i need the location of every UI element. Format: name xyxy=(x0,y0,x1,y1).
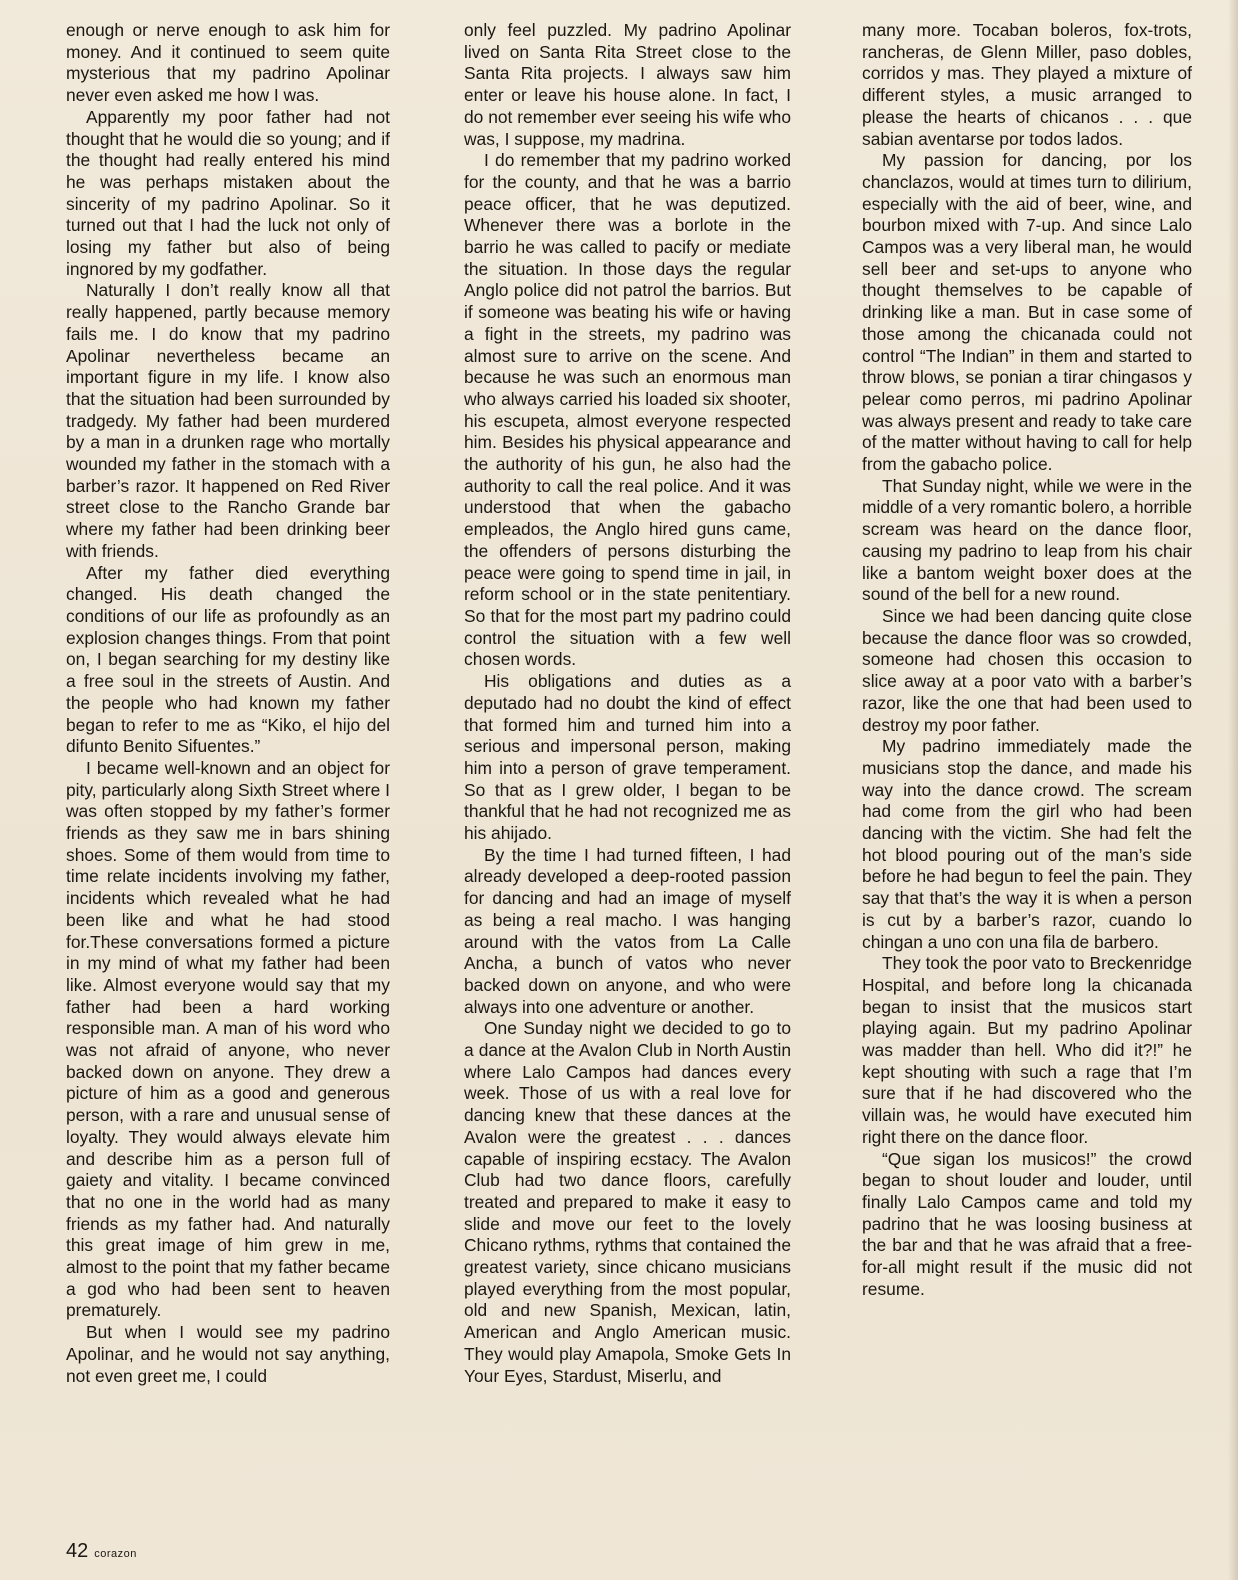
paragraph: Since we had been dancing quite close because the dance floor was so crowded, someone had chosen this occasion to slice away at a poor vato with a barber’s razor, like the one that had been used to destroy my poor father. xyxy=(862,605,1192,735)
paragraph: “Que sigan los musicos!” the crowd began to shout louder and louder, until finally Lalo Campos came and told my padrino that he was loosing business at the bar and that he was afraid that a free-for-all might result if the music did not resume. xyxy=(862,1148,1192,1299)
paragraph: One Sunday night we decided to go to a dance at the Avalon Club in North Austin where Lalo Campos had dances every week. Those of us with a real love for dancing knew that these dances at the Avalon were the greatest . . . dances capable of inspiring ecstacy. The Avalon Club had two dance floors, carefully treated and prepared to make it easy to slide and move our feet to the lovely Chicano rythms, rythms that contained the greatest variety, since chicano musicians played everything from the most popular, old and new Spanish, Mexican, latin, American and Anglo American music. They would play Amapola, Smoke Gets In Your Eyes, Stardust, Miserlu, and xyxy=(464,1018,791,1386)
text-column-3 xyxy=(862,20,1192,1300)
paragraph: only feel puzzled. My padrino Apolinar lived on Santa Rita Street close to the Santa Rita projects. I always saw him enter or leave his house alone. In fact, I do not remember ever seeing his wife who was, I suppose, my madrina. xyxy=(464,20,791,149)
paragraph: I became well-known and an object for pity, particularly along Sixth Street where I was often stopped by my father’s former friends as they saw me in bars shining shoes. Some of them would from time to time relate incidents involving my father, incidents which revealed what he had been like and what he had stood for.These conversations formed a picture in my mind of what my father had been like. Almost everyone would say that my father had been a hard working responsible man. A man of his word who was not afraid of anyone, who never backed down on anyone. They drew a picture of him as a good and generous person, with a rare and unusual sense of loyalty. They would always elevate him and describe him as a person full of gaiety and vitality. I became convinced that no one in the world had as many friends as my father had. And naturally this great image of him grew in me, almost to the point that my father became a god who had been sent to heaven prematurely. xyxy=(66,757,390,1321)
page-footer xyxy=(66,1540,137,1563)
paragraph: many more. Tocaban boleros, fox-trots, rancheras, de Glenn Miller, paso dobles, corridos y mas. They played a mixture of different styles, a music arranged to please the hearts of chicanos . . . que sabian aventarse por todos lados. xyxy=(862,20,1192,149)
paragraph: By the time I had turned fifteen, I had already developed a deep-rooted passion for dancing and had an image of myself as being a real macho. I was hanging around with the vatos from La Calle Ancha, a bunch of vatos who never backed down on anyone, and who were always into one adventure or another. xyxy=(464,844,791,1017)
paragraph: His obligations and duties as a deputado had no doubt the kind of effect that formed him and turned him into a serious and impersonal person, making him into a person of grave temperament. So that as I grew older, I began to be thankful that he had not recognized me as his ahijado. xyxy=(464,671,791,844)
page-edge-shadow xyxy=(1228,0,1238,1580)
paragraph: My passion for dancing, por los chanclazos, would at times turn to dilirium, especially with the aid of beer, wine, and bourbon mixed with 7-up. And since Lalo Campos was a very liberal man, he would sell beer and set-ups to anyone who thought themselves to be capable of drinking like a man. But in case some of those among the chicanada could not control “The Indian” in them and started to throw blows, se ponian a tirar chingasos y pelear como perros, mi padrino Apolinar was always present and ready to take care of the matter without having to call for help from the gabacho police. xyxy=(862,150,1192,475)
paragraph: After my father died everything changed. His death changed the conditions of our life as profoundly as an explosion changes things. From that point on, I began searching for my destiny like a free soul in the streets of Austin. And the people who had known my father began to refer to me as “Kiko, el hijo del difunto Benito Sifuentes.” xyxy=(66,562,390,757)
page-number: 42 xyxy=(66,1540,89,1562)
paragraph: But when I would see my padrino Apolinar, and he would not say anything, not even greet me, I could xyxy=(66,1322,390,1386)
paragraph: That Sunday night, while we were in the middle of a very romantic bolero, a horrible scream was heard on the dance floor, causing my padrino to leap from his chair like a bantom weight boxer does at the sound of the bell for a new round. xyxy=(862,475,1192,605)
text-column-2 xyxy=(464,20,791,1387)
magazine-name: corazon xyxy=(94,1548,137,1560)
paragraph: My padrino immediately made the musicians stop the dance, and made his way into the dance crowd. The scream had come from the girl who had been dancing with the victim. She had felt the hot blood pouring out of the man’s side before he had begun to feel the pain. They say that that’s the way it is when a person is cut by a barber’s razor, cuando lo chingan a uno con una fila de barbero. xyxy=(862,736,1192,952)
text-column-1 xyxy=(66,20,390,1387)
paragraph: enough or nerve enough to ask him for money. And it continued to seem quite mysterious that my padrino Apolinar never even asked me how I was. xyxy=(66,20,390,106)
paragraph: Naturally I don’t really know all that really happened, partly because memory fails me. I do know that my padrino Apolinar nevertheless became an important figure in my life. I know also that the situation had been surrounded by tradgedy. My father had been murdered by a man in a drunken rage who mortally wounded my father in the stomach with a barber’s razor. It happened on Red River street close to the Rancho Grande bar where my father had been drinking beer with friends. xyxy=(66,280,390,561)
paragraph: They took the poor vato to Breckenridge Hospital, and before long la chicanada began to insist that the musicos start playing again. But my padrino Apolinar was madder than hell. Who did it?!” he kept shouting with such a rage that I’m sure that if he had discovered who the villain was, he would have executed him right there on the dance floor. xyxy=(862,953,1192,1147)
paragraph: Apparently my poor father had not thought that he would die so young; and if the thought had really entered his mind he was perhaps mistaken about the sincerity of my padrino Apolinar. So it turned out that I had the luck not only of losing my father but also of being ingnored by my godfather. xyxy=(66,106,390,279)
paragraph: I do remember that my padrino worked for the county, and that he was a barrio peace officer, that he was deputized. Whenever there was a borlote in the barrio he was called to pacify or mediate the situation. In those days the regular Anglo police did not patrol the barrios. But if someone was beating his wife or having a fight in the streets, my padrino was almost sure to arrive on the scene. And because he was such an enormous man who always carried his loaded six shooter, his escupeta, almost everyone respected him. Besides his physical appearance and the authority of his gun, he also had the authority to call the real police. And it was understood that when the gabacho empleados, the Anglo hired guns came, the offenders of persons disturbing the peace were going to spend time in jail, in reform school or in the state penitentiary. So that for the most part my padrino could control the situation with a few well chosen words. xyxy=(464,150,791,670)
